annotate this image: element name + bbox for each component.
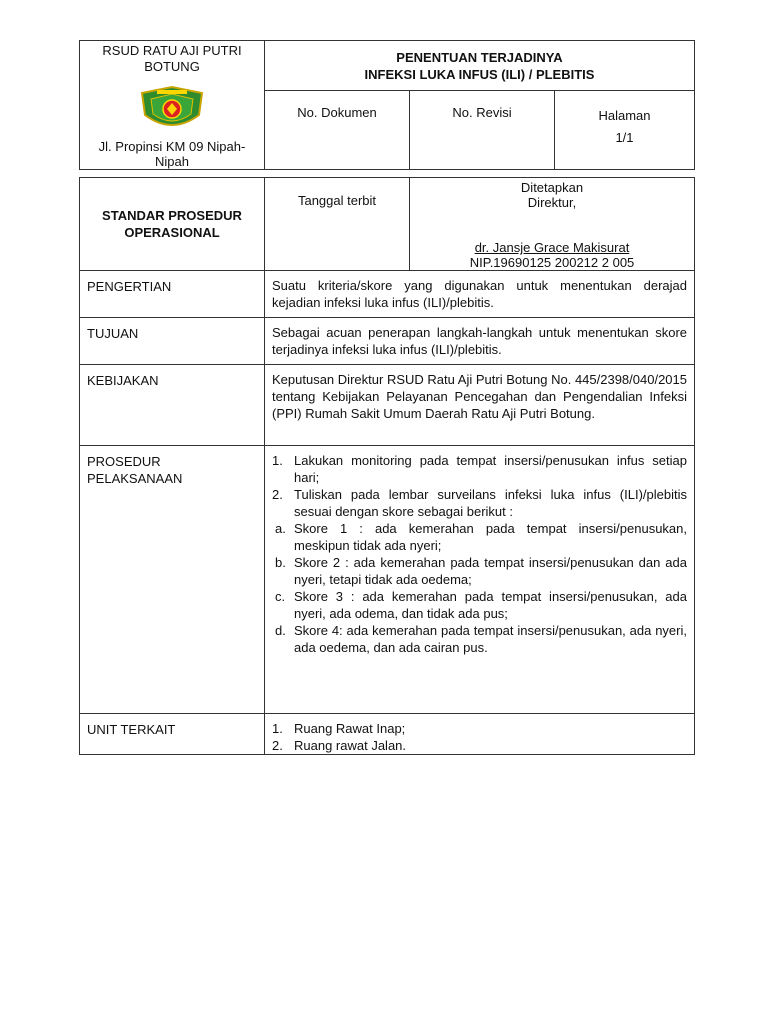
- page-label: Halaman: [598, 107, 651, 123]
- unit-label: UNIT TERKAIT: [87, 722, 176, 737]
- sop-type-cell: [80, 178, 265, 271]
- hospital-name: RSUD RATU AJI PUTRI BOTUNG: [102, 43, 242, 74]
- signer-name: dr. Jansje Grace Makisurat: [474, 240, 630, 255]
- prosedur-step: [272, 486, 687, 656]
- page-value: 1/1: [615, 129, 634, 145]
- document-title-line1: PENENTUAN TERJADINYA: [396, 50, 563, 65]
- signer-nip: NIP.19690125 200212 2 005: [469, 255, 635, 270]
- skore-item: [272, 520, 687, 554]
- unit-text: Ruang rawat Jalan.: [294, 738, 407, 753]
- skore-item: [272, 622, 687, 656]
- skore-text: Skore 4: ada kemerahan pada tempat insersi/penusukan, ada nyeri, ada oedema, dan ada cairan pus.: [294, 623, 687, 655]
- step-number: 2.: [272, 487, 283, 502]
- skore-letter: b.: [275, 555, 286, 570]
- unit-number: 1.: [272, 721, 283, 736]
- prosedur-label-1: PROSEDUR: [87, 454, 161, 469]
- tujuan-label: TUJUAN: [87, 326, 139, 341]
- issue-date-label: Tanggal terbit: [297, 193, 377, 208]
- hospital-cell: [80, 41, 265, 170]
- document-title-cell: [265, 41, 695, 91]
- skore-letter: c.: [275, 589, 286, 604]
- tujuan-text: Sebagai acuan penerapan langkah-langkah untuk menentukan skore terjadinya infeksi luka infus (ILI)/plebitis.: [265, 318, 695, 365]
- prosedur-content: [265, 446, 695, 714]
- unit-list: [272, 720, 687, 754]
- skore-item: [272, 588, 687, 622]
- issue-date-cell: [265, 178, 410, 271]
- unit-item: [272, 737, 687, 754]
- doc-no-cell: [265, 90, 410, 169]
- step-text: Tuliskan pada lembar surveilans infeksi luka infus (ILI)/plebitis sesuai dengan skore sebagai berikut :: [294, 487, 687, 519]
- step-text: Lakukan monitoring pada tempat insersi/penusukan infus setiap hari;: [294, 453, 687, 485]
- doc-no-label: No. Dokumen: [297, 104, 377, 120]
- pengertian-label: PENGERTIAN: [87, 279, 172, 294]
- skore-text: Skore 1 : ada kemerahan pada tempat insersi/penusukan, meskipun tidak ada nyeri;: [294, 521, 687, 553]
- unit-number: 2.: [272, 738, 283, 753]
- skore-letter: a.: [275, 521, 286, 536]
- unit-item: [272, 720, 687, 737]
- kebijakan-label-cell: [80, 365, 265, 446]
- skore-text: Skore 3 : ada kemerahan pada tempat insersi/penusukan, ada nyeri, ada odema, dan tidak ada pus;: [294, 589, 687, 621]
- unit-text: Ruang Rawat Inap;: [294, 721, 406, 736]
- skore-letter: d.: [275, 623, 286, 638]
- rev-no-label: No. Revisi: [452, 104, 512, 120]
- sop-table: [79, 177, 695, 755]
- document-title-line2: INFEKSI LUKA INFUS (ILI) / PLEBITIS: [364, 67, 595, 82]
- header-table: [79, 40, 695, 170]
- unit-label-cell: [80, 714, 265, 755]
- sop-type-title: STANDAR PROSEDUR OPERASIONAL: [102, 208, 242, 240]
- tujuan-label-cell: [80, 318, 265, 365]
- hospital-logo-icon: [137, 85, 207, 135]
- rev-no-cell: [410, 90, 555, 169]
- kebijakan-text: Keputusan Direktur RSUD Ratu Aji Putri Botung No. 445/2398/040/2015 tentang Kebijakan Pelayanan Pencegahan dan Pengendalian Infeksi (PPI) Rumah Sakit Umum Daerah Ratu Aji Putri Botung.: [265, 365, 695, 446]
- skore-text: Skore 2 : ada kemerahan pada tempat insersi/penusukan dan ada nyeri, tetapi tidak ada oedema;: [294, 555, 687, 587]
- step-number: 1.: [272, 453, 283, 468]
- unit-content: [265, 714, 695, 755]
- pengertian-label-cell: [80, 271, 265, 318]
- prosedur-step: [272, 452, 687, 486]
- approved-label: Ditetapkan: [520, 180, 584, 195]
- prosedur-steps: [272, 452, 687, 656]
- prosedur-label-2: PELAKSANAAN: [87, 471, 183, 486]
- approval-cell: [410, 178, 695, 271]
- prosedur-label-cell: [80, 446, 265, 714]
- skore-list: [272, 520, 687, 656]
- director-label: Direktur,: [527, 195, 577, 210]
- skore-item: [272, 554, 687, 588]
- page-cell: [555, 90, 695, 169]
- hospital-address: Jl. Propinsi KM 09 Nipah-Nipah: [98, 139, 246, 169]
- pengertian-text: Suatu kriteria/skore yang digunakan untuk menentukan derajad kejadian infeksi luka infus (ILI)/plebitis.: [265, 271, 695, 318]
- kebijakan-label: KEBIJAKAN: [87, 373, 159, 388]
